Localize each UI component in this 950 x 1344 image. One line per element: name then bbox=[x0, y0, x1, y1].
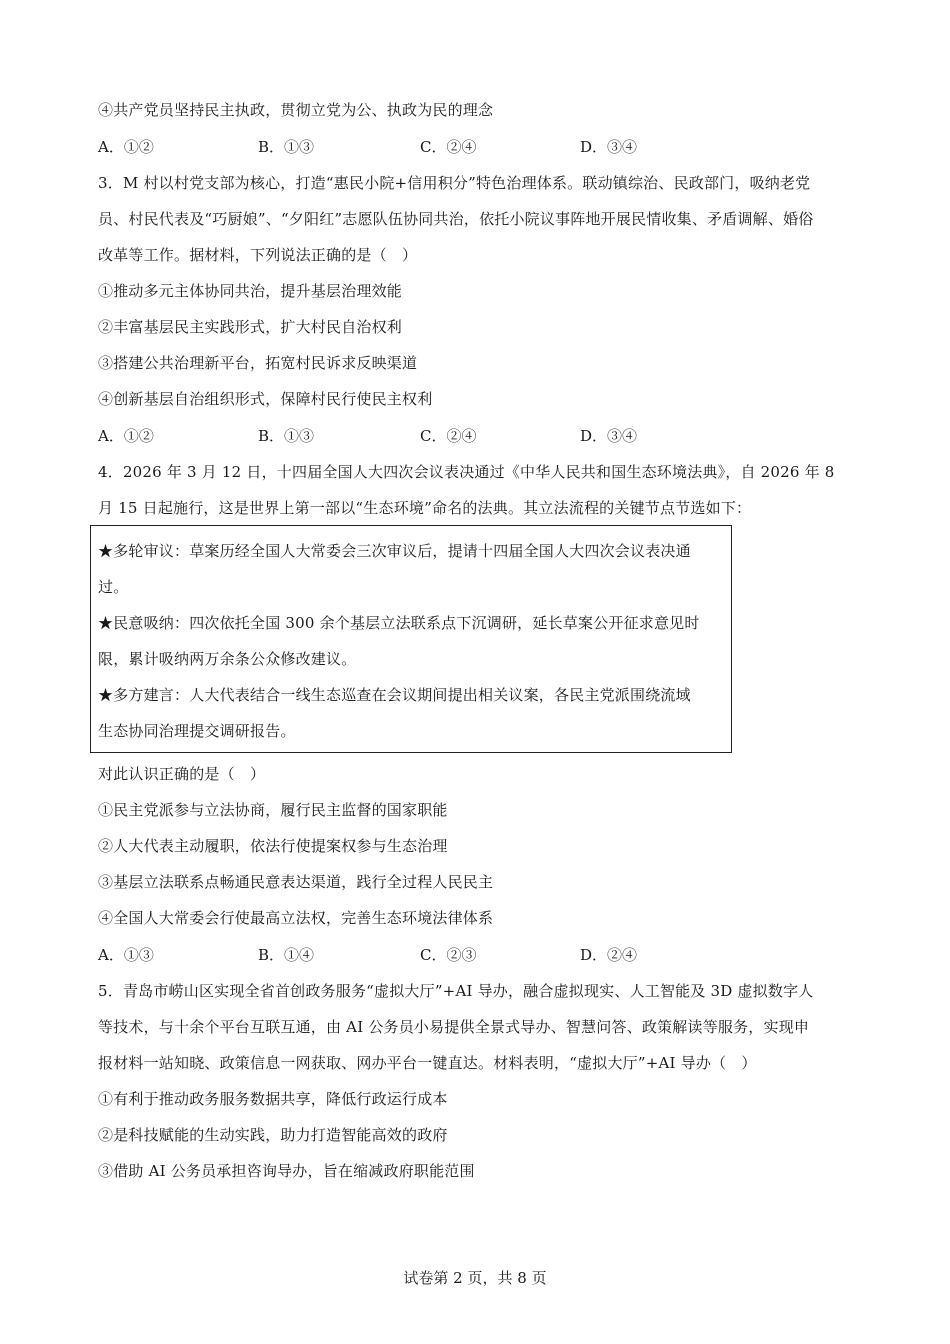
q4-box-line-3: ★民意吸纳：四次依托全国 300 余个基层立法联系点下沉调研，延长草案公开征求意见时 bbox=[98, 614, 700, 632]
q5-stem-line-2: 等技术，与十余个平台互联互通，由 AI 公务员小易提供全景式导办、智慧问答、政策解读等服务，实现申 bbox=[98, 1018, 810, 1036]
q4-stem-line-1: 4．2026 年 3 月 12 日，十四届全国人大四次会议表决通过《中华人民共和国生态环境法典》，自 2026 年 8 bbox=[98, 463, 835, 481]
q4-option-a[interactable]: A．①③ bbox=[98, 946, 154, 964]
q4-question: 对此认识正确的是（ ） bbox=[98, 765, 266, 783]
q2-options bbox=[98, 137, 718, 157]
q3-stem-line-2: 员、村民代表及“巧厨娘”、“夕阳红”志愿队伍协同共治，依托小院议事阵地开展民情收集、矛盾调解、婚俗 bbox=[98, 210, 814, 228]
q4-option-b[interactable]: B．①④ bbox=[258, 946, 315, 964]
q3-options bbox=[98, 426, 718, 446]
q4-option-d[interactable]: D．②④ bbox=[580, 946, 638, 964]
q2-option-a[interactable]: A．①② bbox=[98, 138, 154, 156]
q4-box-line-2: 过。 bbox=[98, 578, 129, 596]
q3-item-4: ④创新基层自治组织形式，保障村民行使民主权利 bbox=[98, 390, 433, 408]
q3-item-3: ③搭建公共治理新平台，拓宽村民诉求反映渠道 bbox=[98, 354, 418, 372]
q5-stem-line-1: 5．青岛市崂山区实现全省首创政务服务“虚拟大厅”+AI 导办，融合虚拟现实、人工智能及 3D 虚拟数字人 bbox=[98, 982, 814, 1000]
q3-option-b[interactable]: B．①③ bbox=[258, 427, 315, 445]
q4-item-1: ①民主党派参与立法协商，履行民主监督的国家职能 bbox=[98, 801, 448, 819]
q2-option-d[interactable]: D．③④ bbox=[580, 138, 638, 156]
q4-option-c[interactable]: C．②③ bbox=[420, 946, 477, 964]
q4-item-2: ②人大代表主动履职，依法行使提案权参与生态治理 bbox=[98, 837, 448, 855]
q3-option-c[interactable]: C．②④ bbox=[420, 427, 477, 445]
q3-option-d[interactable]: D．③④ bbox=[580, 427, 638, 445]
q3-stem-line-3: 改革等工作。据材料，下列说法正确的是（ ） bbox=[98, 246, 418, 264]
q2-option-b[interactable]: B．①③ bbox=[258, 138, 315, 156]
page-footer: 试卷第 2 页，共 8 页 bbox=[403, 1269, 547, 1287]
q4-box-line-5: ★多方建言：人大代表结合一线生态巡查在会议期间提出相关议案，各民主党派围绕流域 bbox=[98, 686, 691, 704]
q3-item-1: ①推动多元主体协同共治，提升基层治理效能 bbox=[98, 282, 403, 300]
q3-item-2: ②丰富基层民主实践形式，扩大村民自治权利 bbox=[98, 318, 403, 336]
q4-options bbox=[98, 945, 718, 965]
q5-item-2: ②是科技赋能的生动实践，助力打造智能高效的政府 bbox=[98, 1126, 448, 1144]
q4-box-line-4: 限，累计吸纳两万余条公众修改建议。 bbox=[98, 650, 357, 668]
q4-item-4: ④全国人大常委会行使最高立法权，完善生态环境法律体系 bbox=[98, 909, 494, 927]
q4-box-line-1: ★多轮审议：草案历经全国人大常委会三次审议后，提请十四届全国人大四次会议表决通 bbox=[98, 542, 691, 560]
q3-option-a[interactable]: A．①② bbox=[98, 427, 154, 445]
q3-stem-line-1: 3．M 村以村党支部为核心，打造“惠民小院+信用积分”特色治理体系。联动镇综治、民政部门，吸纳老党 bbox=[98, 174, 811, 192]
q4-item-3: ③基层立法联系点畅通民意表达渠道，践行全过程人民民主 bbox=[98, 873, 494, 891]
q5-item-3: ③借助 AI 公务员承担咨询导办，旨在缩减政府职能范围 bbox=[98, 1162, 475, 1180]
q4-stem-line-2: 月 15 日起施行，这是世界上第一部以“生态环境”命名的法典。其立法流程的关键节点节选如下： bbox=[98, 499, 752, 517]
q5-item-1: ①有利于推动政务服务数据共享，降低行政运行成本 bbox=[98, 1090, 448, 1108]
q2-option-c[interactable]: C．②④ bbox=[420, 138, 477, 156]
q4-box-line-6: 生态协同治理提交调研报告。 bbox=[98, 722, 296, 740]
q5-stem-line-3: 报材料一站知晓、政策信息一网获取、网办平台一键直达。材料表明，“虚拟大厅”+AI 导办（ ） bbox=[98, 1054, 757, 1072]
q2-item-4: ④共产党员坚持民主执政，贯彻立党为公、执政为民的理念 bbox=[98, 101, 494, 119]
